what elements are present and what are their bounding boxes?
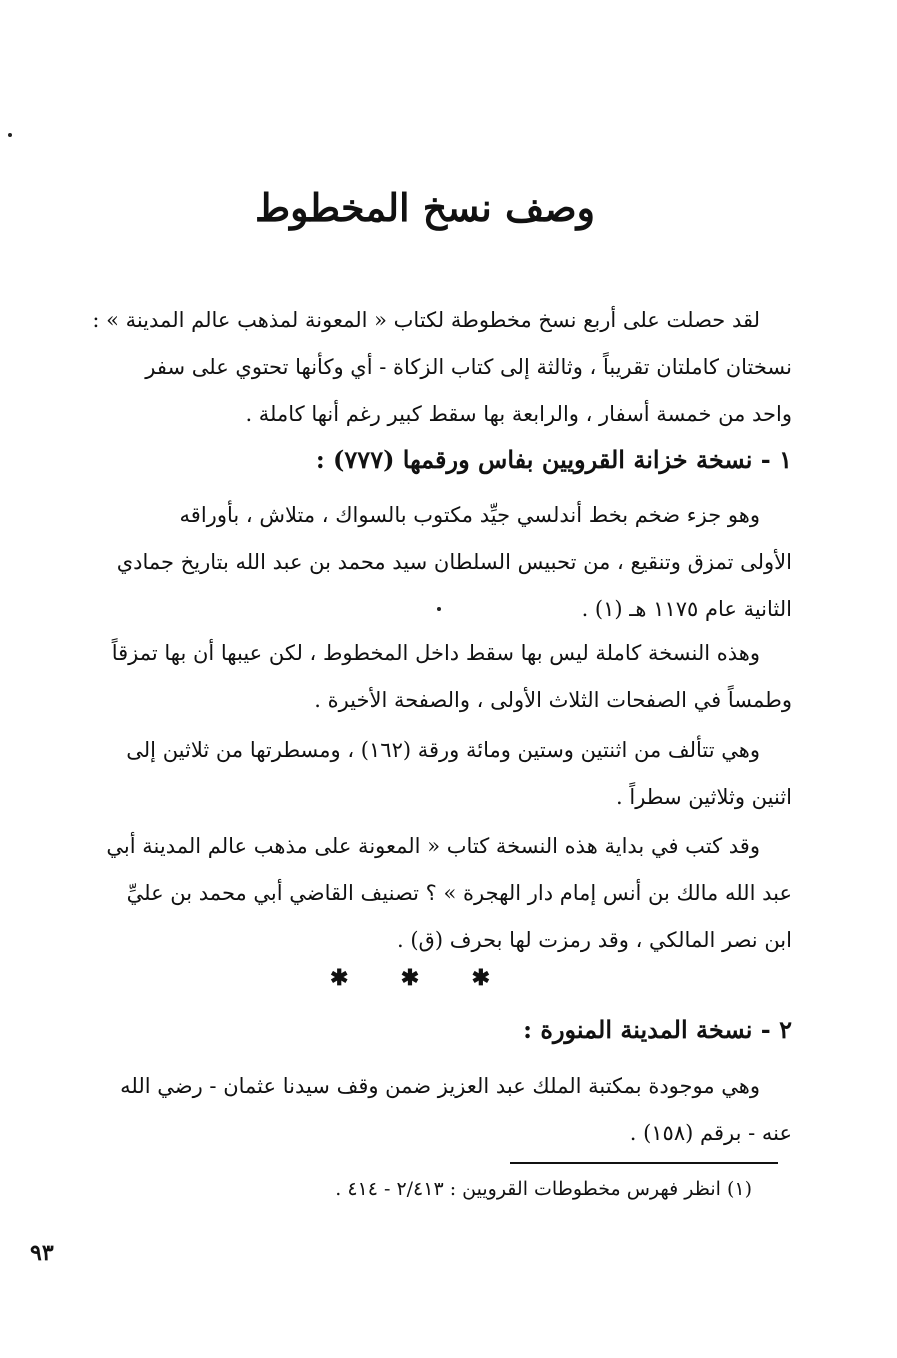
section-1-paragraph-1 xyxy=(50,492,792,633)
asterisk-ornament: ✱ xyxy=(400,965,420,991)
paragraph-line: عنه - برقم (١٥٨) . xyxy=(629,1121,792,1145)
paragraph-line: وهذه النسخة كاملة ليس بها سقط داخل المخطوط ، لكن عيبها أن بها تمزقاً xyxy=(111,641,760,665)
section-2-heading: ٢ - نسخة المدينة المنورة : xyxy=(523,1015,792,1044)
section-1-heading: ١ - نسخة خزانة القرويين بفاس ورقمها (٧٧٧) : xyxy=(315,445,792,474)
paragraph-line: وهو جزء ضخم بخط أندلسي جيِّد مكتوب بالسواك ، متلاش ، بأوراقه xyxy=(179,503,760,527)
asterisk-ornament: ✱ xyxy=(471,965,490,991)
paragraph-line: الثانية عام ١١٧٥ هـ (١) . xyxy=(581,597,792,621)
page-number: ٩٣ xyxy=(30,1240,54,1266)
section-1-paragraph-3 xyxy=(50,727,792,821)
asterisk-ornament: ✱ xyxy=(330,965,349,991)
intro-paragraph xyxy=(50,297,792,438)
paragraph-line: وطمساً في الصفحات الثلاث الأولى ، والصفحة الأخيرة . xyxy=(314,688,792,712)
intro-line: لقد حصلت على أربع نسخ مخطوطة لكتاب « المعونة لمذهب عالم المدينة » : xyxy=(92,308,760,332)
paragraph-line: اثنين وثلاثين سطراً . xyxy=(616,785,792,809)
paragraph-line: وقد كتب في بداية هذه النسخة كتاب « المعونة على مذهب عالم المدينة أبي xyxy=(106,834,760,858)
footnote: (١) انظر فهرس مخطوطات القرويين : ٢/٤١٣ - ٤١٤ . xyxy=(335,1178,752,1200)
paragraph-line: ابن نصر المالكي ، وقد رمزت لها بحرف (ق) . xyxy=(397,928,792,952)
paragraph-line: عبد الله مالك بن أنس إمام دار الهجرة » ؟ تصنيف القاضي أبي محمد بن عليِّ xyxy=(126,881,792,905)
section-1-paragraph-2 xyxy=(50,630,792,724)
scan-speck xyxy=(437,607,441,611)
page-title: وصف نسخ المخطوط xyxy=(255,185,595,230)
section-1-paragraph-4 xyxy=(50,823,792,964)
intro-line: نسختان كاملتان تقريباً ، وثالثة إلى كتاب الزكاة - أي وكأنها تحتوي على سفر xyxy=(145,355,792,379)
section-2-paragraph-1 xyxy=(50,1063,792,1157)
paragraph-line: وهي موجودة بمكتبة الملك عبد العزيز ضمن وقف سيدنا عثمان - رضي الله xyxy=(120,1074,760,1098)
intro-line: واحد من خمسة أسفار ، والرابعة بها سقط كبير رغم أنها كاملة . xyxy=(245,402,792,426)
paragraph-line: الأولى تمزق وتنقيع ، من تحبيس السلطان سيد محمد بن عبد الله بتاريخ جمادي xyxy=(116,550,792,574)
footnote-divider xyxy=(510,1162,778,1164)
scan-speck xyxy=(8,133,12,137)
section-separator xyxy=(330,965,490,991)
paragraph-line: وهي تتألف من اثنتين وستين ومائة ورقة (١٦٢) ، ومسطرتها من ثلاثين إلى xyxy=(126,738,760,762)
